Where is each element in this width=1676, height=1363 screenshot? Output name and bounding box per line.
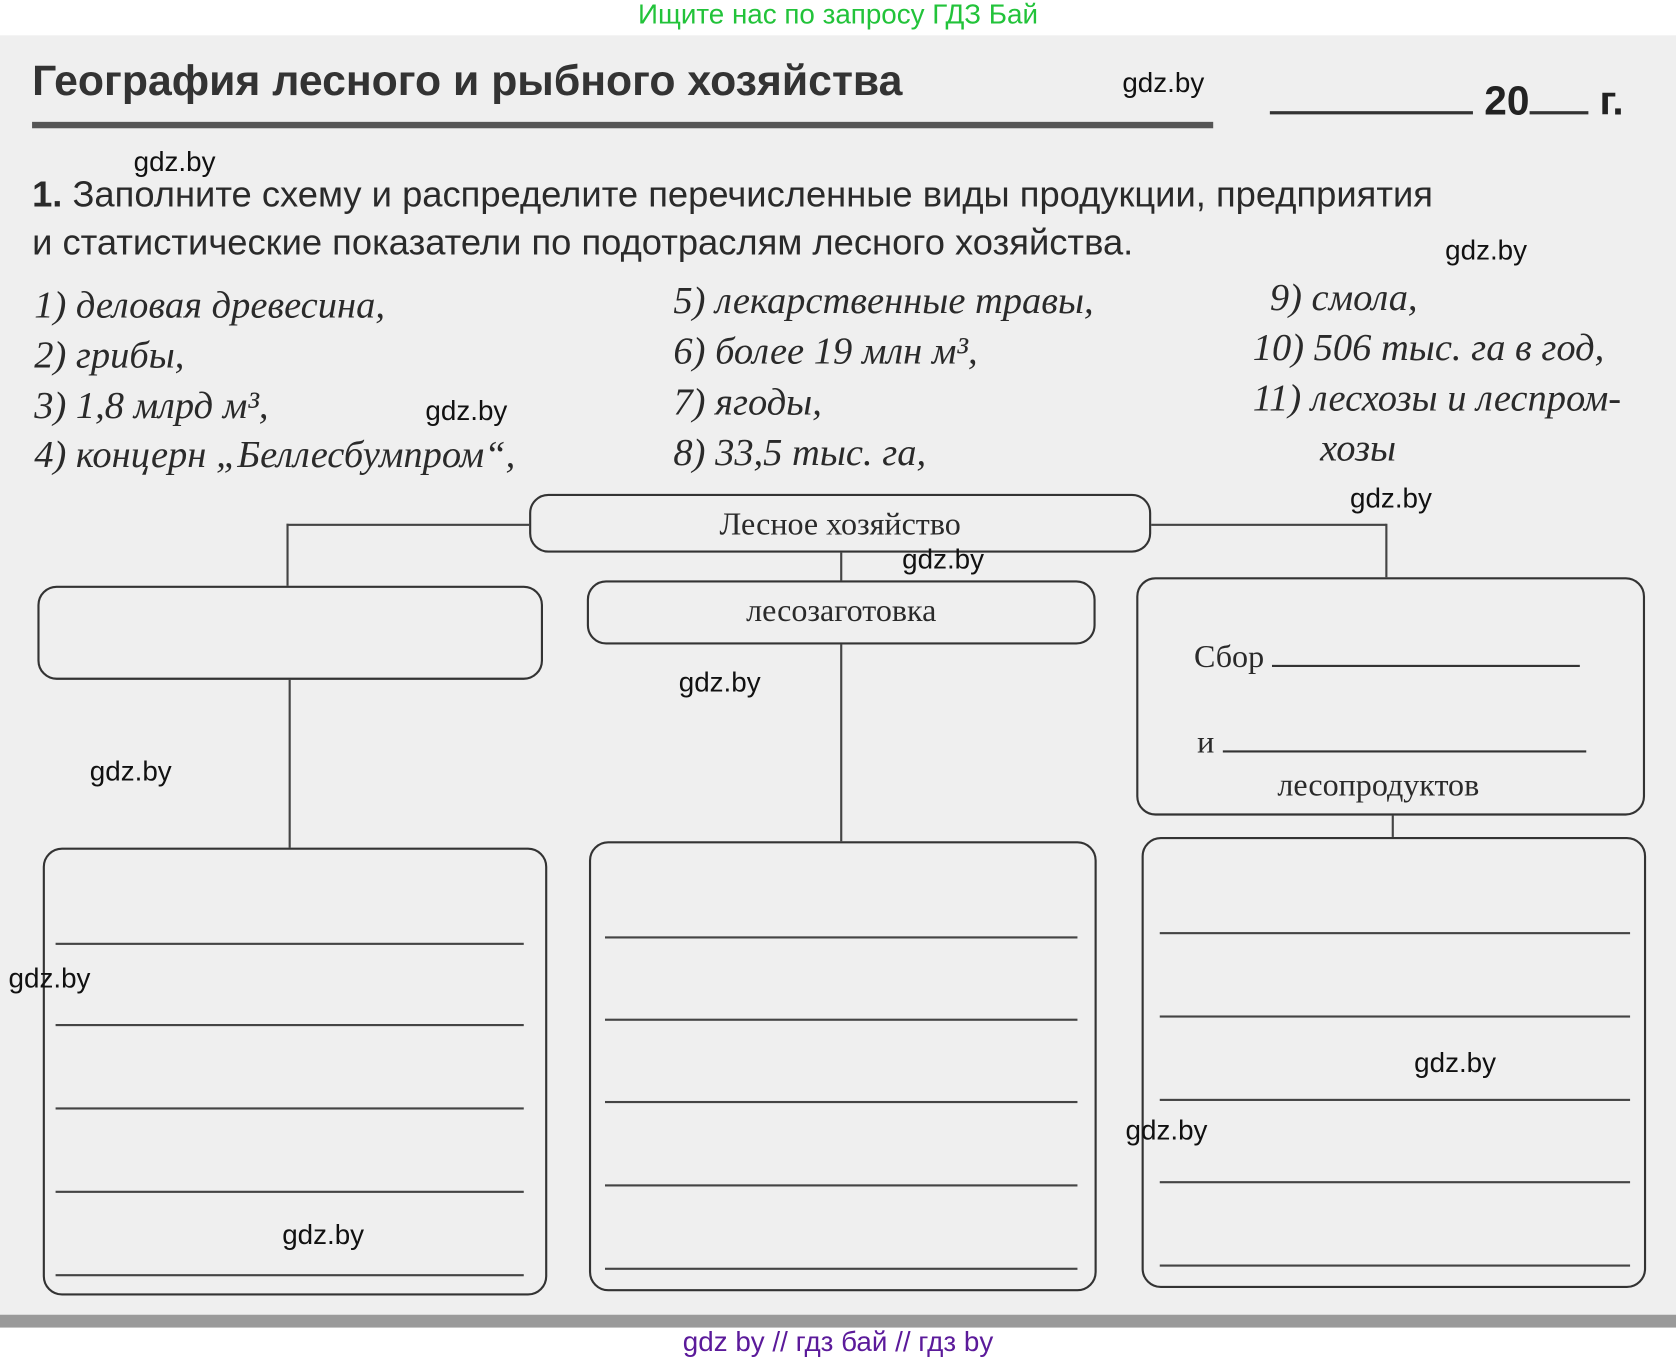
list-item: хозы: [1320, 426, 1397, 470]
answer-box-middle[interactable]: [589, 841, 1097, 1291]
watermark: gdz.by: [1125, 1113, 1208, 1146]
task-text-1: Заполните схему и распределите перечисленные виды продукции, предприятия: [72, 174, 1433, 215]
footer-watermark: gdz by // гдз бай // гдз by: [682, 1325, 994, 1358]
answer-line: [56, 1107, 524, 1109]
answer-line: [1160, 1265, 1630, 1267]
scheme-right-box: [1136, 577, 1645, 815]
watermark: gdz.by: [1350, 482, 1432, 515]
watermark: gdz.by: [282, 1218, 365, 1251]
answer-line: [1160, 1015, 1630, 1017]
watermark: gdz.by: [89, 754, 172, 787]
watermark: gdz.by: [1122, 66, 1205, 99]
scheme-left-input-box[interactable]: [37, 586, 543, 680]
date-suffix: г.: [1599, 79, 1624, 124]
scheme-middle-box: [587, 580, 1096, 644]
page-title: География лесного и рыбного хозяйства: [32, 57, 903, 105]
watermark: gdz.by: [678, 665, 761, 698]
answer-line: [56, 1191, 524, 1193]
date-field: [1270, 79, 1624, 125]
answer-line: [1160, 932, 1630, 934]
title-underline: [32, 122, 1213, 128]
date-year-prefix: 20: [1484, 79, 1530, 124]
list-item: 6) более 19 млн м³,: [673, 329, 978, 372]
task-line-1: [32, 174, 1433, 216]
answer-line: [605, 936, 1077, 938]
watermark: gdz.by: [902, 543, 985, 576]
task-text-2: и статистические показатели по подотраслям лесного хозяйства.: [32, 222, 1134, 263]
scheme-right-line-1: Сбор: [1194, 639, 1580, 675]
scheme-right-line-2: и: [1197, 725, 1586, 761]
answer-line: [56, 1024, 524, 1026]
list-item: 3) 1,8 млрд м³,: [34, 383, 269, 427]
list-item: 8) 33,5 тыс. га,: [673, 430, 927, 474]
scheme-root-box: [529, 494, 1151, 553]
list-item: 4) концерн „Беллесбумпром“,: [34, 432, 516, 476]
watermark: gdz.by: [1445, 234, 1528, 267]
answer-line: [605, 1019, 1077, 1021]
scheme-middle-label: лесозаготовка: [746, 593, 937, 629]
answer-line: [1160, 1181, 1630, 1183]
search-hint-banner: Ищите нас по запросу ГДЗ Бай: [637, 0, 1039, 30]
list-item: 9) смола,: [1269, 275, 1418, 319]
answer-line: [605, 1184, 1077, 1186]
answer-box-right[interactable]: [1142, 837, 1647, 1288]
scheme-right-line-3: лесопродуктов: [1277, 767, 1480, 803]
list-item: 5) лекарственные травы,: [673, 278, 1094, 322]
list-item: 7) ягоды,: [673, 380, 822, 424]
task-number: 1.: [32, 174, 63, 215]
answer-line: [56, 943, 524, 945]
answer-line: [1160, 1099, 1630, 1101]
list-item: 10) 506 тыс. га в год,: [1252, 326, 1605, 369]
list-item: 2) грибы,: [34, 333, 185, 377]
scheme-root-label: Лесное хозяйство: [719, 506, 961, 542]
watermark: gdz.by: [133, 145, 216, 178]
answer-line: [605, 1268, 1077, 1270]
answer-line: [605, 1101, 1077, 1103]
answer-line: [56, 1274, 524, 1276]
watermark: gdz.by: [425, 394, 508, 427]
list-item: 1) деловая древесина,: [34, 283, 385, 327]
watermark: gdz.by: [1414, 1046, 1497, 1079]
watermark: gdz.by: [8, 962, 91, 995]
list-item: 11) лесхозы и леспром-: [1252, 376, 1622, 420]
